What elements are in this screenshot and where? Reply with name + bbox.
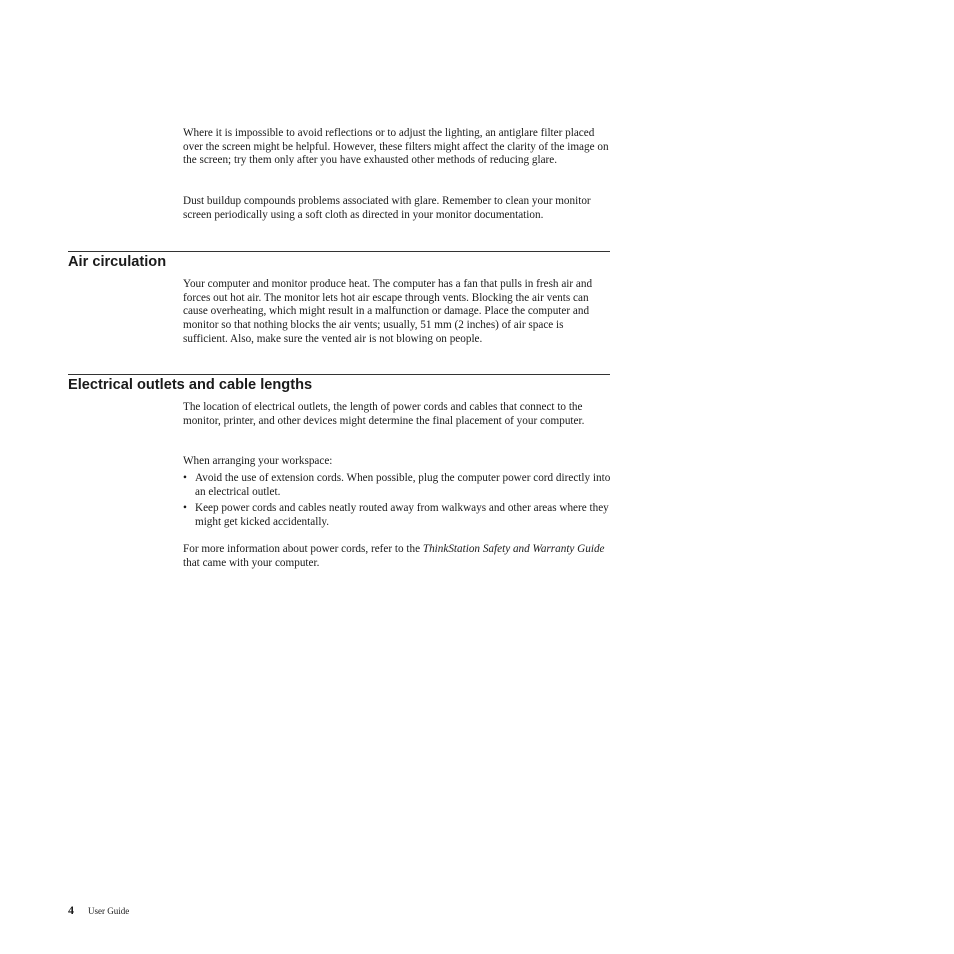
footer-title: User Guide: [88, 906, 130, 916]
page-footer: [68, 901, 129, 919]
heading-electrical-outlets: Electrical outlets and cable lengths: [68, 377, 313, 393]
paragraph-air-circulation: Your computer and monitor produce heat. The computer has a fan that pulls in fresh air and forces out hot air. The monitor lets hot air escape through vents. Blocking the air vents can cause overheating, which might result in a malfunction or damage. Place the computer and monitor so that nothing blocks the air vents; usually, 51 mm (2 inches) of air space is sufficient. Also, make sure the vented air is not blowing on people.: [183, 278, 593, 345]
bullet-icon: •: [183, 472, 187, 484]
paragraph-dust: Dust buildup compounds problems associated with glare. Remember to clean your monitor screen periodically using a soft cloth as directed in your monitor documentation.: [183, 195, 591, 221]
list-intro: When arranging your workspace:: [183, 455, 333, 467]
more-info-prefix: For more information about power cords, refer to the: [183, 543, 423, 555]
list-item-text: Avoid the use of extension cords. When possible, plug the computer power cord directly into an electrical outlet.: [195, 472, 611, 498]
section-divider: [68, 251, 610, 252]
list-item: [183, 502, 611, 529]
workspace-bullet-list: [183, 472, 611, 533]
more-info-suffix: that came with your computer.: [183, 556, 320, 569]
heading-air-circulation: Air circulation: [68, 254, 167, 270]
page-number: 4: [68, 903, 74, 917]
section-divider: [68, 374, 610, 375]
paragraph-more-info: [183, 543, 611, 570]
list-item-text: Keep power cords and cables neatly routed away from walkways and other areas where they might get kicked accidentally.: [195, 502, 609, 529]
paragraph-electrical-intro: The location of electrical outlets, the length of power cords and cables that connect to the monitor, printer, and other devices might determine the final placement of your computer.: [183, 401, 585, 427]
guide-title-reference: ThinkStation Safety and Warranty Guide: [422, 543, 605, 555]
paragraph-glare-filter: Where it is impossible to avoid reflections or to adjust the lighting, an antiglare filter placed over the screen might be helpful. However, these filters might affect the clarity of the image on the screen; try them only after you have exhausted other methods of reducing glare.: [183, 127, 609, 167]
bullet-icon: •: [183, 502, 187, 515]
list-item: [183, 472, 611, 499]
